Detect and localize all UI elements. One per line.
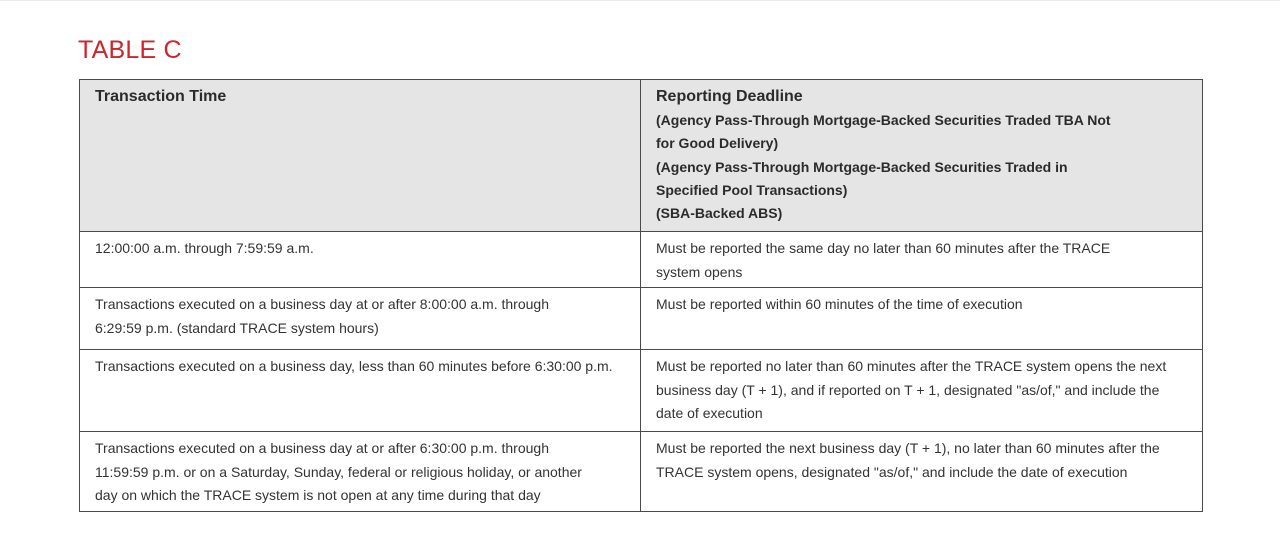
- reporting-deadline-text: Must be reported the same day no later than 60 minutes after the TRACE system opens: [656, 240, 1111, 280]
- header-reporting-deadline-label: Reporting Deadline: [656, 88, 803, 105]
- reporting-deadline-cell: [641, 350, 1203, 432]
- transaction-time-text: Transactions executed on a business day at or after 6:30:00 p.m. through 11:59:59 p.m. or on a Saturday, Sunday, federal or religious holiday, or another day on which the TRACE system is not open at any time during that day: [95, 440, 582, 503]
- header-subtitle-tba: (Agency Pass-Through Mortgage-Backed Securities Traded TBA Not for Good Delivery): [656, 112, 1111, 152]
- transaction-time-text: 12:00:00 a.m. through 7:59:59 a.m.: [95, 240, 314, 256]
- transaction-time-cell: [80, 432, 641, 512]
- table-header-row: [80, 80, 1203, 232]
- transaction-time-text: Transactions executed on a business day, less than 60 minutes before 6:30:00 p.m.: [95, 358, 613, 374]
- reporting-deadline-cell: [641, 432, 1203, 512]
- reporting-deadline-table: [79, 79, 1203, 512]
- reporting-deadline-text: Must be reported within 60 minutes of the time of execution: [656, 296, 1023, 312]
- reporting-deadline-text: Must be reported the next business day (T + 1), no later than 60 minutes after the TRACE system opens, designated "as/of," and include the date of execution: [656, 440, 1160, 480]
- transaction-time-cell: [80, 232, 641, 288]
- table-row: [80, 432, 1203, 512]
- reporting-deadline-text: Must be reported no later than 60 minutes after the TRACE system opens the next business day (T + 1), and if reported on T + 1, designated "as/of," and include the date of execution: [656, 358, 1167, 421]
- transaction-time-text: Transactions executed on a business day at or after 8:00:00 a.m. through 6:29:59 p.m. (standard TRACE system hours): [95, 296, 549, 336]
- header-subtitle-specified-pool: (Agency Pass-Through Mortgage-Backed Securities Traded in Specified Pool Transactions): [656, 158, 1068, 198]
- header-subtitle-sba: (SBA-Backed ABS): [656, 205, 783, 222]
- header-reporting-deadline: [641, 80, 1203, 232]
- table-row: [80, 350, 1203, 432]
- page-title: TABLE C: [78, 36, 182, 64]
- table-row: [80, 288, 1203, 350]
- transaction-time-cell: [80, 288, 641, 350]
- reporting-deadline-cell: [641, 288, 1203, 350]
- transaction-time-cell: [80, 350, 641, 432]
- top-divider: [0, 0, 1280, 1]
- header-transaction-time: [80, 80, 641, 232]
- header-transaction-time-label: Transaction Time: [95, 88, 227, 105]
- table-row: [80, 232, 1203, 288]
- reporting-deadline-cell: [641, 232, 1203, 288]
